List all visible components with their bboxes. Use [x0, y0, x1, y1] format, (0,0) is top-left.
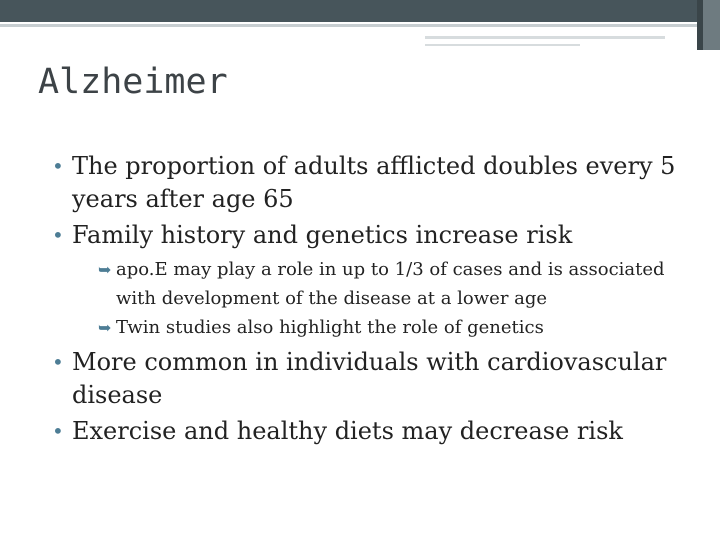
bullet-text: More common in individuals with cardiovascular disease	[72, 348, 667, 409]
bullet-item	[52, 150, 702, 216]
top-thin-line	[0, 24, 697, 27]
sub-bullet-arrow-icon: ➥	[98, 318, 112, 337]
sub-bullet-arrow-icon: ➥	[98, 260, 112, 279]
bullet-dot-icon: •	[52, 223, 64, 247]
top-decorative-band	[0, 0, 720, 22]
bullet-item	[52, 415, 702, 448]
sub-bullet-item	[52, 255, 702, 313]
sub-bullet-text: apo.E may play a role in up to 1/3 of cases and is associated with development of the disease at a lower age	[116, 259, 665, 309]
decorative-line-long	[425, 36, 665, 39]
bullet-dot-icon: •	[52, 350, 64, 374]
slide-content	[52, 150, 702, 451]
bullet-dot-icon: •	[52, 154, 64, 178]
bullet-text: Family history and genetics increase risk	[72, 221, 573, 249]
sub-bullet-text: Twin studies also highlight the role of genetics	[116, 317, 544, 338]
bullet-item	[52, 346, 702, 412]
bullet-text: The proportion of adults afflicted doubles every 5 years after age 65	[72, 152, 676, 213]
bullet-dot-icon: •	[52, 419, 64, 443]
decorative-line-short	[425, 44, 580, 46]
bullet-item	[52, 219, 702, 252]
bullet-text: Exercise and healthy diets may decrease risk	[72, 417, 623, 445]
sub-bullet-item	[52, 313, 702, 342]
corner-block-light	[703, 0, 720, 50]
slide-title: Alzheimer	[38, 62, 228, 102]
top-stripe	[0, 0, 697, 22]
